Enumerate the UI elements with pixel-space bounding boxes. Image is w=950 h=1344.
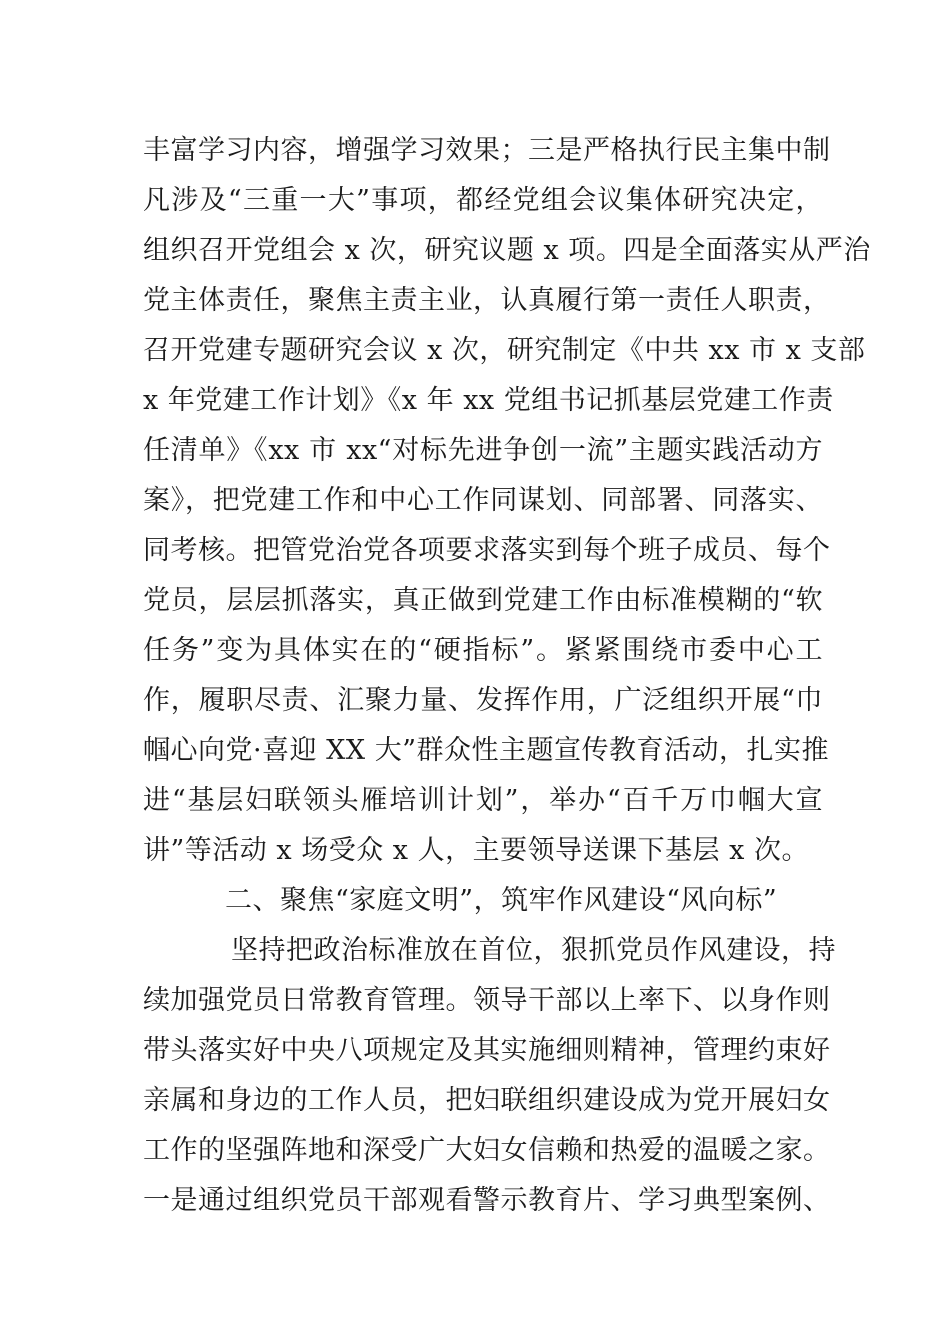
text-line: 组织召开党组会 x 次，研究议题 x 项。四是全面落实从严治 bbox=[143, 235, 871, 266]
section-heading: 二、聚焦“家庭文明”，筑牢作风建设“风向标” bbox=[225, 885, 778, 916]
text-line: 任务”变为具体实在的“硬指标”。紧紧围绕市委中心工 bbox=[143, 635, 823, 666]
text-line: 党员，层层抓落实，真正做到党建工作由标准模糊的“软 bbox=[143, 585, 823, 616]
text-line: 丰富学习内容，增强学习效果；三是严格执行民主集中制 bbox=[143, 135, 831, 166]
text-line: 带头落实好中央八项规定及其实施细则精神，管理约束好 bbox=[143, 1035, 831, 1066]
text-line: x 年党建工作计划》《x 年 xx 党组书记抓基层党建工作责 bbox=[143, 385, 834, 416]
text-line: 工作的坚强阵地和深受广大妇女信赖和热爱的温暖之家。 bbox=[143, 1135, 831, 1166]
text-line: 进“基层妇联领头雁培训计划”，举办“百千万巾帼大宣 bbox=[143, 785, 823, 816]
text-line: 作，履职尽责、汇聚力量、发挥作用，广泛组织开展“巾 bbox=[143, 685, 823, 716]
text-line: 同考核。把管党治党各项要求落实到每个班子成员、每个 bbox=[143, 535, 831, 566]
text-line: 召开党建专题研究会议 x 次，研究制定《中共 xx 市 x 支部 bbox=[143, 335, 866, 366]
text-line: 帼心向党·喜迎 XX 大”群众性主题宣传教育活动，扎实推 bbox=[143, 735, 829, 766]
text-line: 党主体责任，聚焦主责主业，认真履行第一责任人职责， bbox=[143, 285, 831, 316]
body-text bbox=[143, 126, 871, 1226]
text-line: 案》，把党建工作和中心工作同谋划、同部署、同落实、 bbox=[143, 485, 823, 516]
text-line: 任清单》《xx 市 xx“对标先进争创一流”主题实践活动方 bbox=[143, 435, 823, 466]
text-line: 续加强党员日常教育管理。领导干部以上率下、以身作则 bbox=[143, 985, 831, 1016]
text-line: 讲”等活动 x 场受众 x 人，主要领导送课下基层 x 次。 bbox=[143, 835, 809, 866]
text-line: 凡涉及“三重一大”事项，都经党组会议集体研究决定， bbox=[143, 185, 823, 216]
text-line: 亲属和身边的工作人员，把妇联组织建设成为党开展妇女 bbox=[143, 1085, 831, 1116]
text-line: 一是通过组织党员干部观看警示教育片、学习典型案例、 bbox=[143, 1185, 831, 1216]
paragraph-first-line: 坚持把政治标准放在首位，狠抓党员作风建设，持 bbox=[231, 935, 836, 966]
